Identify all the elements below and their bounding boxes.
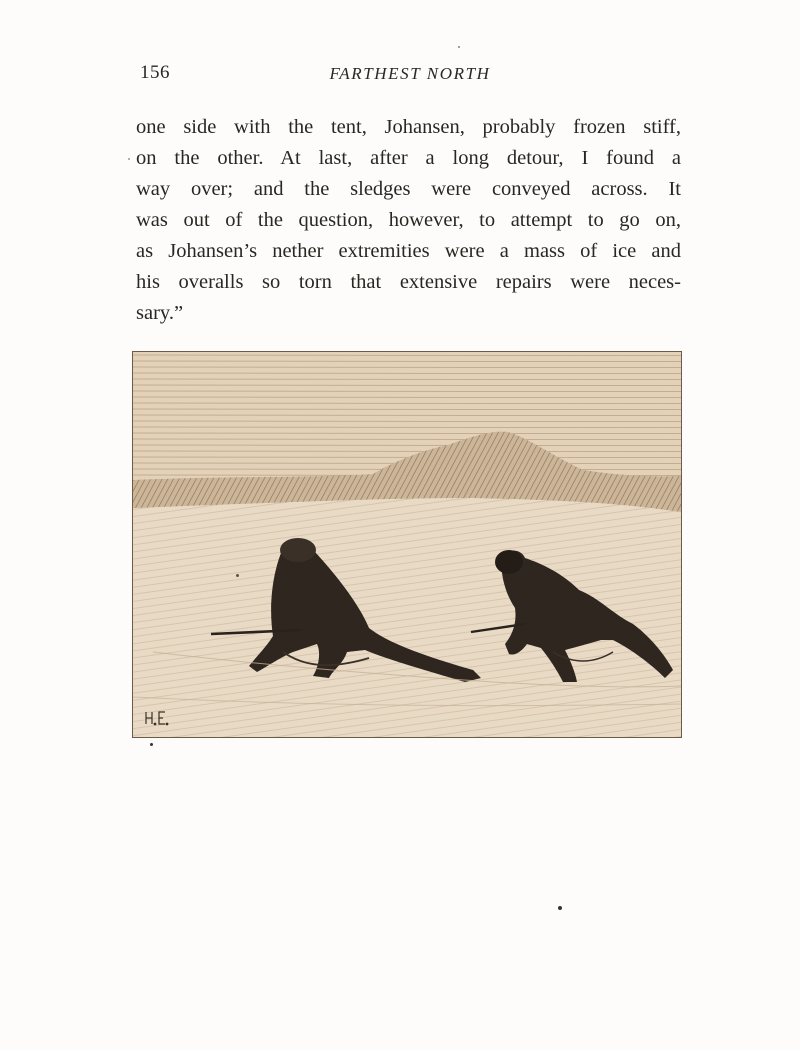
text-line: was out of the question, however, to attempt to go on, <box>136 209 681 231</box>
running-head <box>0 62 800 88</box>
ink-speck <box>236 574 239 577</box>
running-title: FARTHEST NORTH <box>329 64 491 83</box>
ink-speck <box>458 46 460 48</box>
ink-speck <box>558 906 562 910</box>
body-text <box>136 112 681 329</box>
ink-speck <box>150 743 153 746</box>
ink-speck <box>128 158 130 160</box>
page-number: 156 <box>140 62 170 83</box>
text-line: on the other. At last, after a long detour, I found a <box>136 147 681 169</box>
text-line: way over; and the sledges were conveyed across. It <box>136 178 681 200</box>
text-line: sary.” <box>136 302 184 324</box>
text-line: as Johansen’s nether extremities were a mass of ice and <box>136 240 681 262</box>
illustration-plate <box>132 351 682 738</box>
illustration <box>133 352 681 737</box>
text-line: his overalls so torn that extensive repairs were neces- <box>136 271 681 293</box>
text-line: one side with the tent, Johansen, probably frozen stiff, <box>136 116 681 138</box>
